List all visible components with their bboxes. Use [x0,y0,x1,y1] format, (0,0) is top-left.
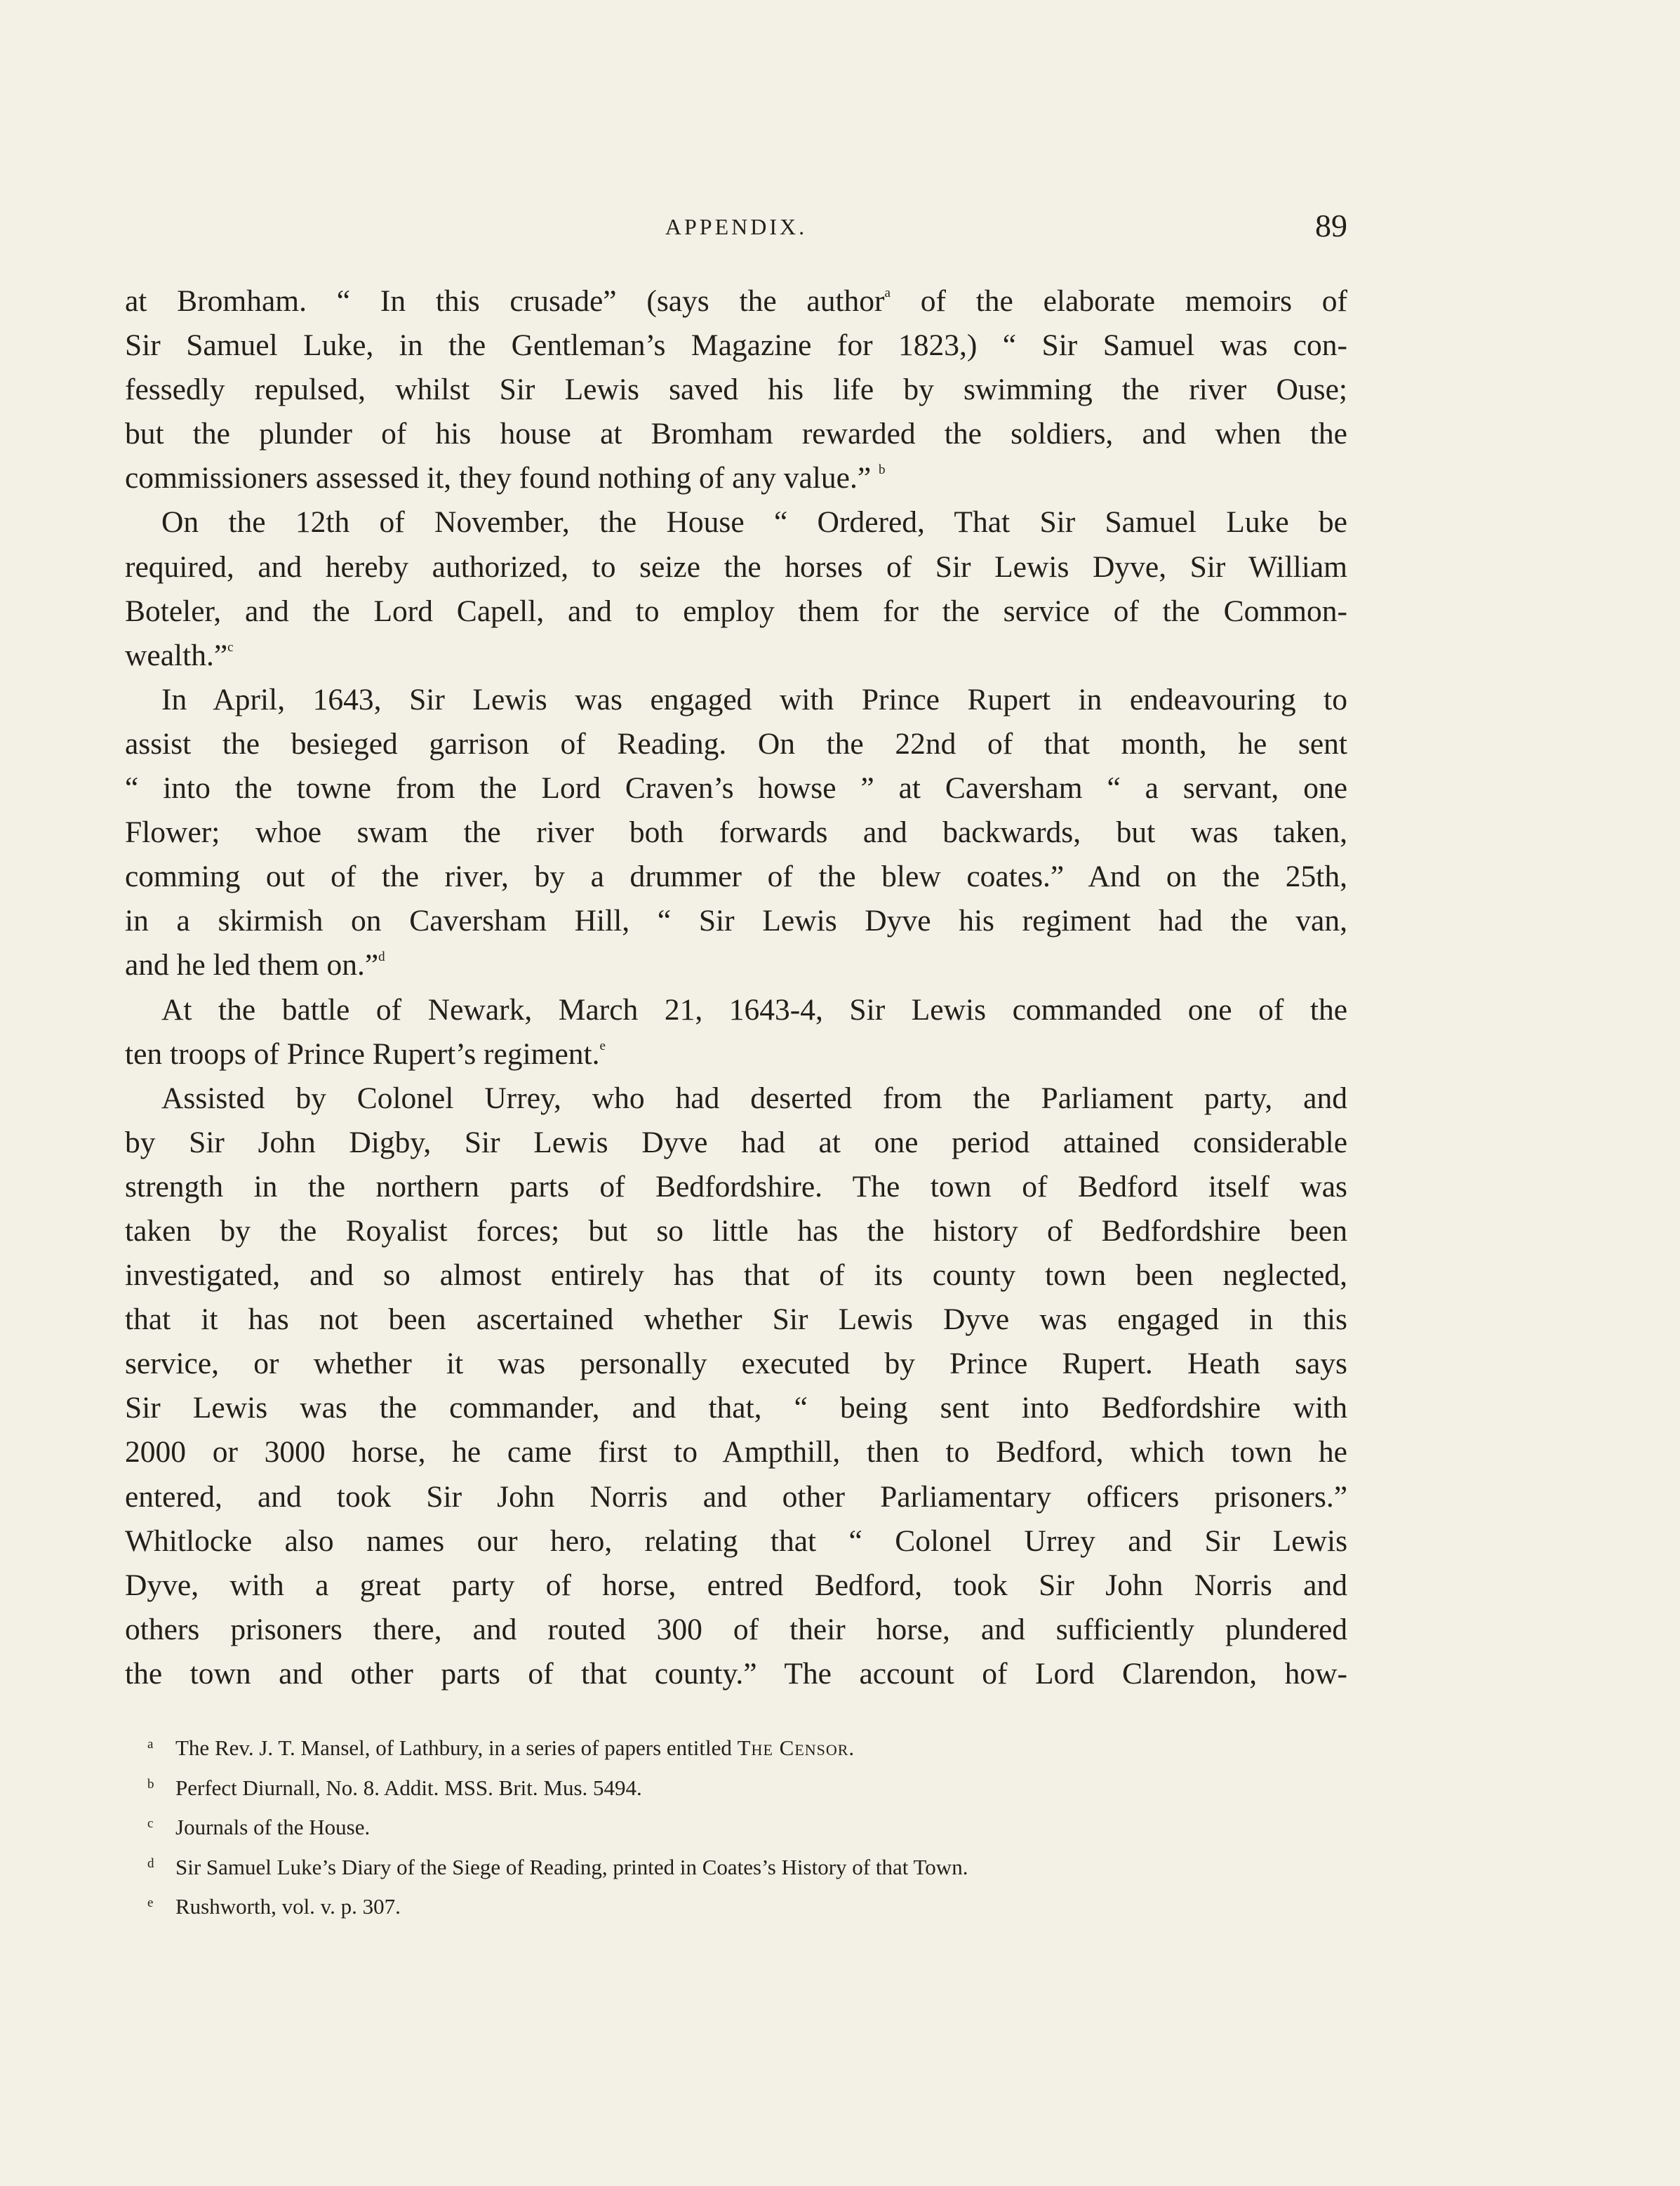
text-line-content: ten troops of Prince Rupert’s regiment. [125,1037,600,1071]
text-line-content: in a skirmish on Caversham Hill, “ Sir Lewis Dyve his regiment had the van, [125,904,1347,938]
text-line-content: required, and hereby authorized, to seize the horses of Sir Lewis Dyve, Sir William [125,549,1347,584]
text-line-content: “ into the towne from the Lord Craven’s howse ” at Caversham “ a servant, one [125,771,1347,806]
text-line [125,899,1347,943]
text-line [125,1077,1347,1121]
text-line [125,1652,1347,1696]
text-line-content: by Sir John Digby, Sir Lewis Dyve had at one period attained considerable [125,1125,1347,1159]
text-line-content: fessedly repulsed, whilst Sir Lewis saved his life by swimming the river Ouse; [125,373,1347,407]
text-line [125,1475,1347,1519]
footnote-text: Rushworth, vol. v. p. 307. [175,1894,401,1919]
text-line [125,1430,1347,1474]
text-line [125,500,1347,545]
footnote-reference: e [599,1038,606,1053]
text-line-content: Dyve, with a great party of horse, entred Bedford, took Sir John Norris and [125,1568,1347,1602]
text-line-content: at Bromham. “ In this crusade” (says the author [125,284,885,318]
text-line-content: commissioners assessed it, they found nothing of any value.” [125,461,879,495]
text-line [125,1342,1347,1386]
running-header [125,207,1347,249]
text-line [125,1165,1347,1209]
footnote [147,1844,1340,1884]
text-line [125,1032,1347,1077]
footnote-mark: c [147,1816,154,1831]
text-line [125,766,1347,811]
text-line [125,1253,1347,1298]
text-line [125,279,1347,324]
text-line [125,988,1347,1032]
footnote-mark: a [147,1737,154,1752]
text-line [125,811,1347,855]
text-line-continuation: of the elaborate memoirs of [890,284,1347,318]
text-line-content: Boteler, and the Lord Capell, and to employ them for the service of the Common- [125,594,1347,628]
text-line-content: On the 12th of November, the House “ Ordered, That Sir Samuel Luke be [161,505,1347,540]
footnote [147,1804,1340,1844]
footnote [147,1725,1340,1765]
text-line-content: that it has not been ascertained whether Sir Lewis Dyve was engaged in this [125,1302,1347,1337]
text-line [125,412,1347,456]
text-line-content: Sir Samuel Luke, in the Gentleman’s Magazine for 1823,) “ Sir Samuel was con- [125,328,1347,363]
text-line [125,943,1347,987]
footnote-mark: d [147,1855,154,1871]
text-line [125,1519,1347,1564]
footnote-mark: e [147,1895,154,1910]
text-line-content: At the battle of Newark, March 21, 1643-4, Sir Lewis commanded one of the [161,992,1347,1027]
text-line-content: taken by the Royalist forces; but so little has the history of Bedfordshire been [125,1213,1347,1248]
text-line-content: In April, 1643, Sir Lewis was engaged with Prince Rupert in endeavouring to [161,682,1347,717]
text-line-content: service, or whether it was personally executed by Prince Rupert. Heath says [125,1347,1347,1381]
footnote-mark: b [147,1776,154,1792]
page-number: 89 [1315,208,1347,244]
text-line [125,1209,1347,1253]
text-line-content: but the plunder of his house at Bromham rewarded the soldiers, and when the [125,417,1347,451]
text-line [125,855,1347,899]
text-line-content: strength in the northern parts of Bedfordshire. The town of Bedford itself was [125,1169,1347,1204]
text-line-content: wealth.” [125,638,228,672]
text-line-content: and he led them on.” [125,948,379,982]
text-line-content: 2000 or 3000 horse, he came first to Ampthill, then to Bedford, which town he [125,1435,1347,1469]
footnote-small-caps-title: The Censor. [737,1735,855,1760]
text-line [125,368,1347,412]
footnote [147,1765,1340,1805]
footnote-reference: b [879,462,886,478]
text-line [125,456,1347,500]
text-line-content: others prisoners there, and routed 300 of their horse, and sufficiently plundered [125,1612,1347,1646]
text-line-content: Flower; whoe swam the river both forwards and backwards, but was taken, [125,815,1347,850]
footnote-reference: a [884,286,891,300]
text-line-content: Sir Lewis was the commander, and that, “ being sent into Bedfordshire with [125,1391,1347,1425]
text-line-content: comming out of the river, by a drummer of the blew coates.” And on the 25th, [125,860,1347,894]
footnote-text: Perfect Diurnall, No. 8. Addit. MSS. Brit. Mus. 5494. [175,1775,642,1800]
text-line [125,1298,1347,1342]
footnote-text: Journals of the House. [175,1815,371,1839]
footnote-text: The Rev. J. T. Mansel, of Lathbury, in a series of papers entitled [175,1735,738,1760]
text-line-content: investigated, and so almost entirely has that of its county town been neglected, [125,1258,1347,1293]
text-line [125,1608,1347,1652]
text-line [125,545,1347,589]
text-line [125,1386,1347,1430]
footnote [147,1884,1340,1924]
text-line-content: the town and other parts of that county.” The account of Lord Clarendon, how- [125,1656,1347,1691]
running-title: APPENDIX. [665,214,808,239]
footnote-reference: d [378,949,385,965]
text-line [125,1564,1347,1608]
footnote-text: Sir Samuel Luke’s Diary of the Siege of Reading, printed in Coates’s History of that Town. [175,1854,968,1879]
text-line [125,722,1347,766]
text-line-content: assist the besieged garrison of Reading. On the 22nd of that month, he sent [125,726,1347,761]
body-text [125,279,1347,1696]
text-line [125,634,1347,678]
text-line [125,324,1347,368]
text-line-content: Whitlocke also names our hero, relating that “ Colonel Urrey and Sir Lewis [125,1524,1347,1558]
text-line [125,589,1347,634]
footnotes [147,1725,1340,1924]
text-line-content: Assisted by Colonel Urrey, who had deserted from the Parliament party, and [161,1081,1347,1115]
text-line [125,1121,1347,1165]
text-line [125,678,1347,722]
footnote-reference: c [227,639,234,655]
text-line-content: entered, and took Sir John Norris and other Parliamentary officers prisoners.” [125,1479,1347,1514]
